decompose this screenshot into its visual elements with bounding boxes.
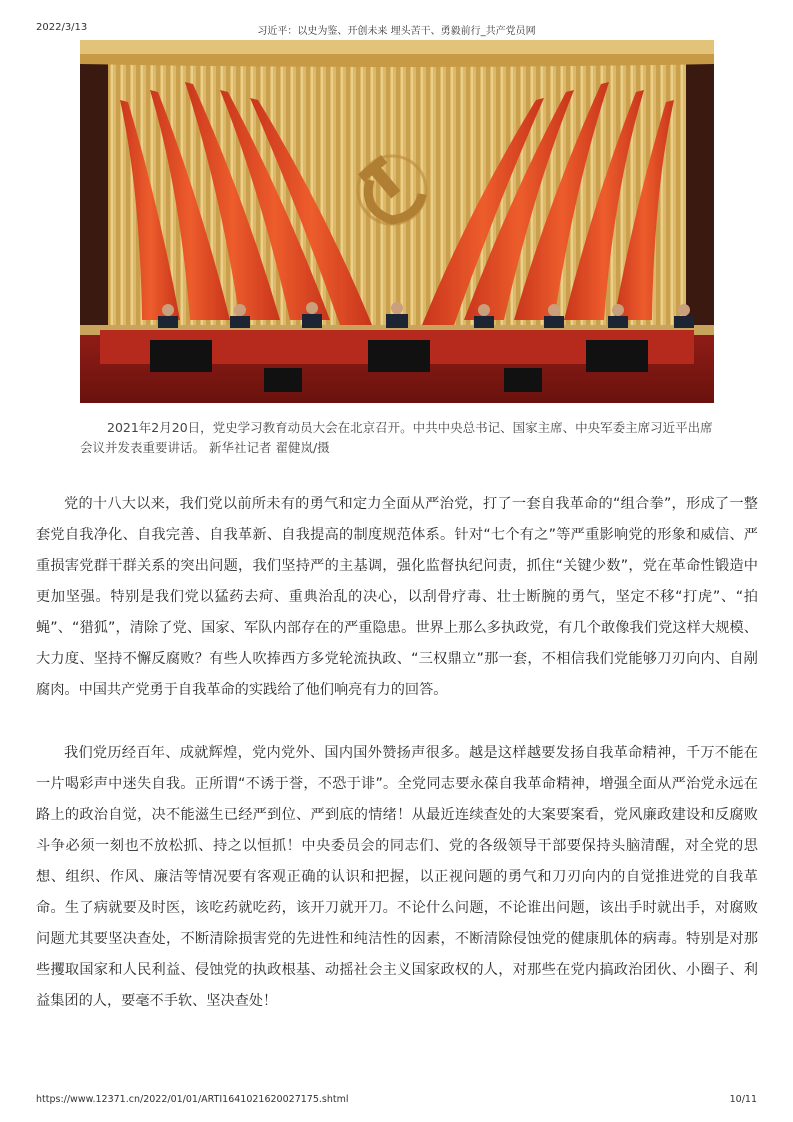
paragraph-text: 党的十八大以来，我们党以前所未有的勇气和定力全面从严治党，打了一套自我革命的“组合拳”，形成了一整套党自我净化、自我完善、自我革新、自我提高的制度规范体系。针对“七个有之”等严重影响党的形象和威信、严重损害党群干群关系的突出问题，我们坚持严的主基调，强化监督执纪问责，抓住“关键少数”，党在革命性锻造中更加坚强。特别是我们党以猛药去疴、重典治乱的决心，以刮骨疗毒、壮士断腕的勇气，坚定不移“打虎”、“拍蝇”、“猎狐”，清除了党、国家、军队内部存在的严重隐患。世界上那么多执政党，有几个敢像我们党这样大规模、大力度、坚持不懈反腐败？有些人吹捧西方多党轮流执政、“三权鼎立”那一套，不相信我们党能够刀刃向内、自剐腐肉。中国共产党勇于自我革命的实践给了他们响亮有力的回答。	[36, 496, 758, 698]
page-header-date: 2022/3/13	[36, 22, 88, 33]
meeting-photo	[80, 40, 714, 403]
photo-caption-text: 2021年2月20日，党史学习教育动员大会在北京召开。中共中央总书记、国家主席、中央军委主席习近平出席会议并发表重要讲话。 新华社记者 翟健岚/摄	[80, 420, 713, 455]
paragraph-text: 我们党历经百年、成就辉煌，党内党外、国内国外赞扬声很多。越是这样越要发扬自我革命精神，千万不能在一片喝彩声中迷失自我。正所谓“不诱于誉，不恐于诽”。全党同志要永葆自我革命精神，增强全面从严治党永远在路上的政治自觉，决不能滋生已经严到位、严到底的情绪！从最近连续查处的大案要案看，党风廉政建设和反腐败斗争必须一刻也不放松抓、持之以恒抓！中央委员会的同志们、党的各级领导干部要保持头脑清醒，对全党的思想、组织、作风、廉洁等情况要有客观正确的认识和把握，以正视问题的勇气和刀刃向内的自觉推进党的自我革命。生了病就要及时医，该吃药就吃药，该开刀就开刀。不论什么问题，不论谁出问题，该出手时就出手，对腐败问题尤其要坚决查处，不断清除损害党的先进性和纯洁性的因素，不断清除侵蚀党的健康肌体的病毒。特别是对那些攫取国家和人民利益、侵蚀党的执政根基、动摇社会主义国家政权的人，对那些在党内搞政治团伙、小圈子、利益集团的人，要毫不手软、坚决查处！	[36, 745, 758, 1009]
article-paragraph-2	[36, 738, 758, 1017]
page-number: 10/11	[729, 1094, 757, 1105]
page-footer-url: https://www.12371.cn/2022/01/01/ARTI1641021620027175.shtml	[36, 1094, 349, 1105]
page-header-title: 习近平：以史为鉴、开创未来 埋头苦干、勇毅前行_共产党员网	[257, 26, 536, 37]
article-paragraph-1	[36, 489, 758, 706]
photo-caption	[80, 418, 720, 458]
